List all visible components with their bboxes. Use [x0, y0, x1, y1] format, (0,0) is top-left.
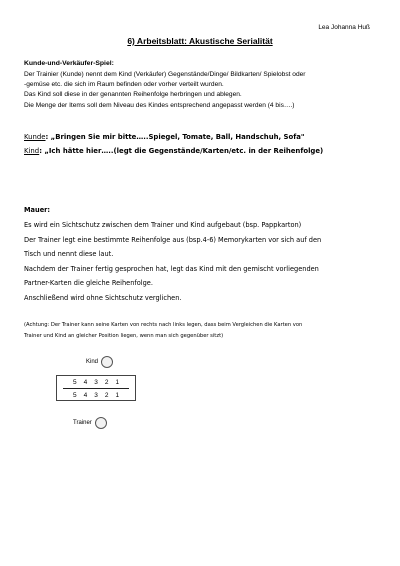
mauer-line: Tisch und nennt diese laut.: [24, 250, 114, 259]
trainer-circle-icon: [95, 417, 107, 429]
card-number: 2: [104, 378, 109, 386]
description-line: Die Menge der Items soll dem Niveau des Kindes entsprechend angepasst werden (4 bis….): [24, 101, 295, 109]
card-number: 4: [83, 378, 88, 386]
kunde-utterance: : „Bringen Sie mir bitte…..Spiegel, Tomate, Ball, Handschuh, Sofa": [45, 133, 305, 141]
mauer-line: Anschließend wird ohne Sichtschutz verglichen.: [24, 293, 182, 302]
example-dialog: [24, 130, 380, 158]
speaker-kind: Kind: [24, 147, 40, 155]
mauer-description: [24, 218, 380, 306]
kunde-verkaeufer-heading: Kunde-und-Verkäufer-Spiel:: [24, 60, 114, 67]
card-number: 5: [72, 378, 77, 386]
kind-position: [86, 356, 113, 368]
card-number: 2: [104, 391, 109, 399]
card-number: 1: [115, 378, 120, 386]
card-number: 5: [72, 391, 77, 399]
card-number: 3: [94, 378, 98, 386]
attention-note: [24, 320, 380, 342]
speaker-kunde: Kunde: [24, 133, 46, 141]
card-arrangement-diagram: [56, 375, 136, 401]
description-line: Der Trainier (Kunde) nennt dem Kind (Verkäufer) Gegenstände/Dinge/ Bildkarten/ Spielobst oder: [24, 71, 306, 78]
mauer-line: Der Trainer legt eine bestimmte Reihenfolge aus (bsp.4-6) Memorykarten vor sich auf den: [24, 235, 322, 244]
card-number: 1: [115, 391, 120, 399]
trainer-card-row: [57, 389, 135, 401]
card-number: 4: [83, 391, 88, 399]
mauer-line: Nachdem der Trainer fertig gesprochen hat, legt das Kind mit den gemischt vorliegenden: [24, 264, 319, 273]
description-line: -gemüse etc. die sich im Raum befinden oder vorher verteilt wurden.: [24, 81, 224, 89]
trainer-label: Trainer: [73, 420, 92, 426]
note-line: (Achtung: Der Trainer kann seine Karten von rechts nach links legen, dass beim Vergleichen die Karten von: [24, 322, 303, 328]
dialog-line-kunde: [24, 130, 380, 144]
author-name: Lea Johanna Huß: [318, 24, 370, 31]
mauer-line: Es wird ein Sichtschutz zwischen dem Trainer und Kind aufgebaut (bsp. Pappkarton): [24, 221, 302, 229]
card-number: 3: [94, 391, 98, 399]
kind-utterance: : „Ich hätte hier…..(legt die Gegenstände/Karten/etc. in der Reihenfolge): [39, 147, 324, 155]
mauer-heading: Mauer:: [24, 206, 51, 214]
kind-circle-icon: [101, 356, 113, 368]
kunde-verkaeufer-description: [24, 70, 380, 111]
note-line: Trainer und Kind an gleicher Position liegen, wenn man sich gegenüber sitzt): [24, 333, 224, 340]
kind-card-row: [57, 376, 135, 388]
trainer-position: [73, 417, 107, 429]
mauer-line: Partner-Karten die gleiche Reihenfolge.: [24, 279, 153, 288]
kind-label: Kind: [86, 359, 99, 365]
description-line: Das Kind soll diese in der genannten Reihenfolge herbringen und ablegen.: [24, 91, 242, 99]
dialog-line-kind: [24, 144, 380, 158]
page-title: 6) Arbeitsblatt: Akustische Serialität: [127, 36, 273, 46]
